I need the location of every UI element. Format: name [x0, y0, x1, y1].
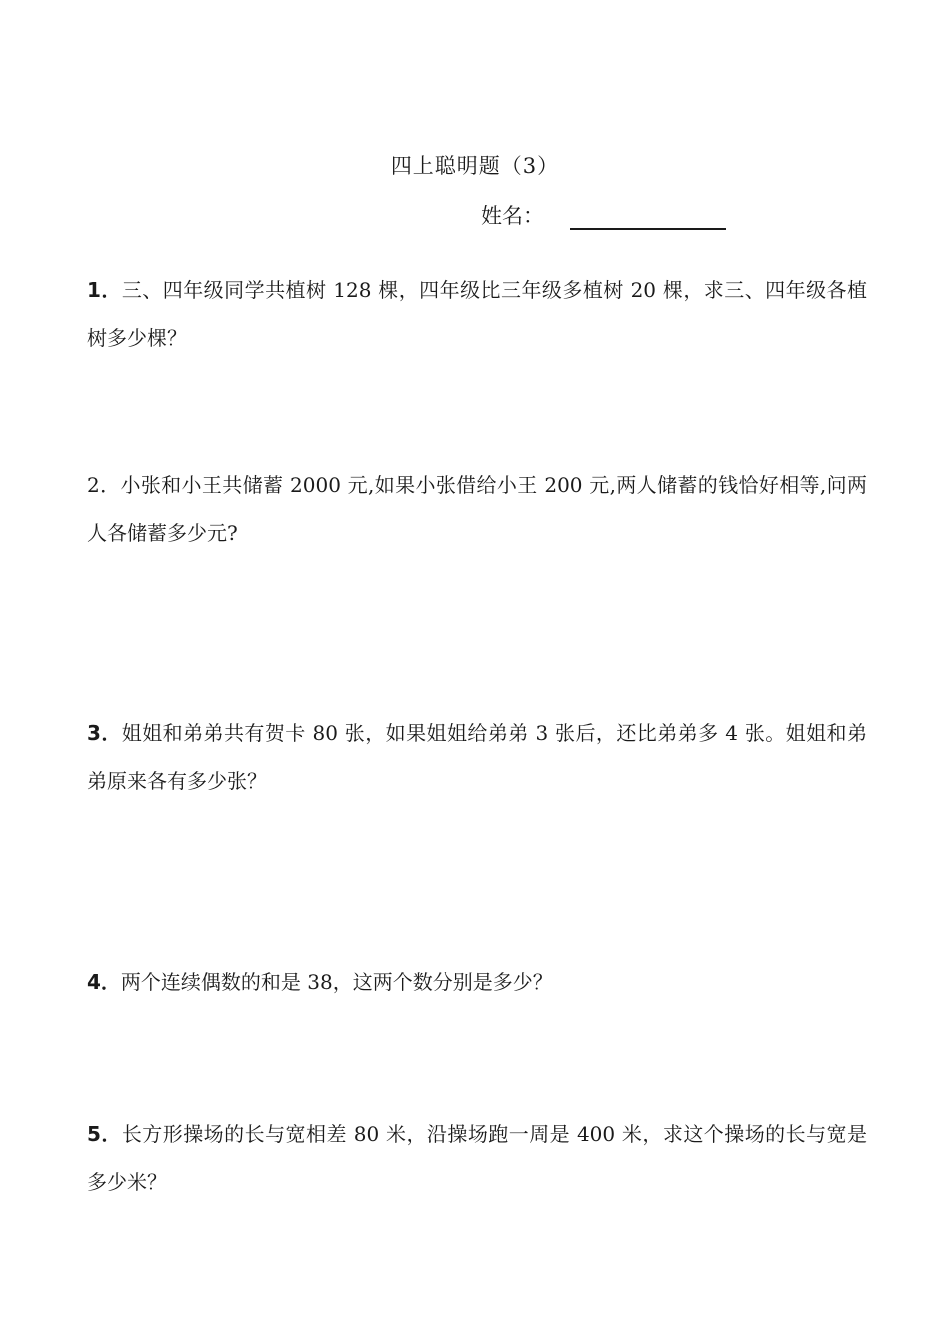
name-field-row: [481, 200, 726, 230]
question-text: 长方形操场的长与宽相差 80 米，沿操场跑一周是 400 米，求这个操场的长与宽是多少米？: [87, 1122, 867, 1194]
question-4: [87, 958, 867, 1006]
question-5: [87, 1110, 867, 1206]
question-number: 2．: [87, 473, 121, 497]
page-title: 四上聪明题（3）: [390, 154, 560, 178]
question-number: 1．: [87, 278, 122, 302]
question-number: 3．: [87, 721, 122, 745]
question-text: 三、四年级同学共植树 128 棵，四年级比三年级多植树 20 棵，求三、四年级各植树多少棵？: [87, 278, 867, 350]
question-3: [87, 709, 867, 805]
question-text: 小张和小王共储蓄 2000 元,如果小张借给小王 200 元,两人储蓄的钱恰好相等,问两人各储蓄多少元?: [87, 473, 867, 545]
question-text: 姐姐和弟弟共有贺卡 80 张，如果姐姐给弟弟 3 张后，还比弟弟多 4 张。姐姐和弟弟原来各有多少张？: [87, 721, 867, 793]
question-1: [87, 266, 867, 362]
name-label: 姓名：: [481, 204, 544, 228]
question-2: [87, 461, 867, 557]
question-number: 4．: [87, 970, 121, 994]
name-blank-line[interactable]: [570, 206, 726, 230]
question-number: 5．: [87, 1122, 122, 1146]
question-text: 两个连续偶数的和是 38，这两个数分别是多少？: [120, 970, 553, 994]
